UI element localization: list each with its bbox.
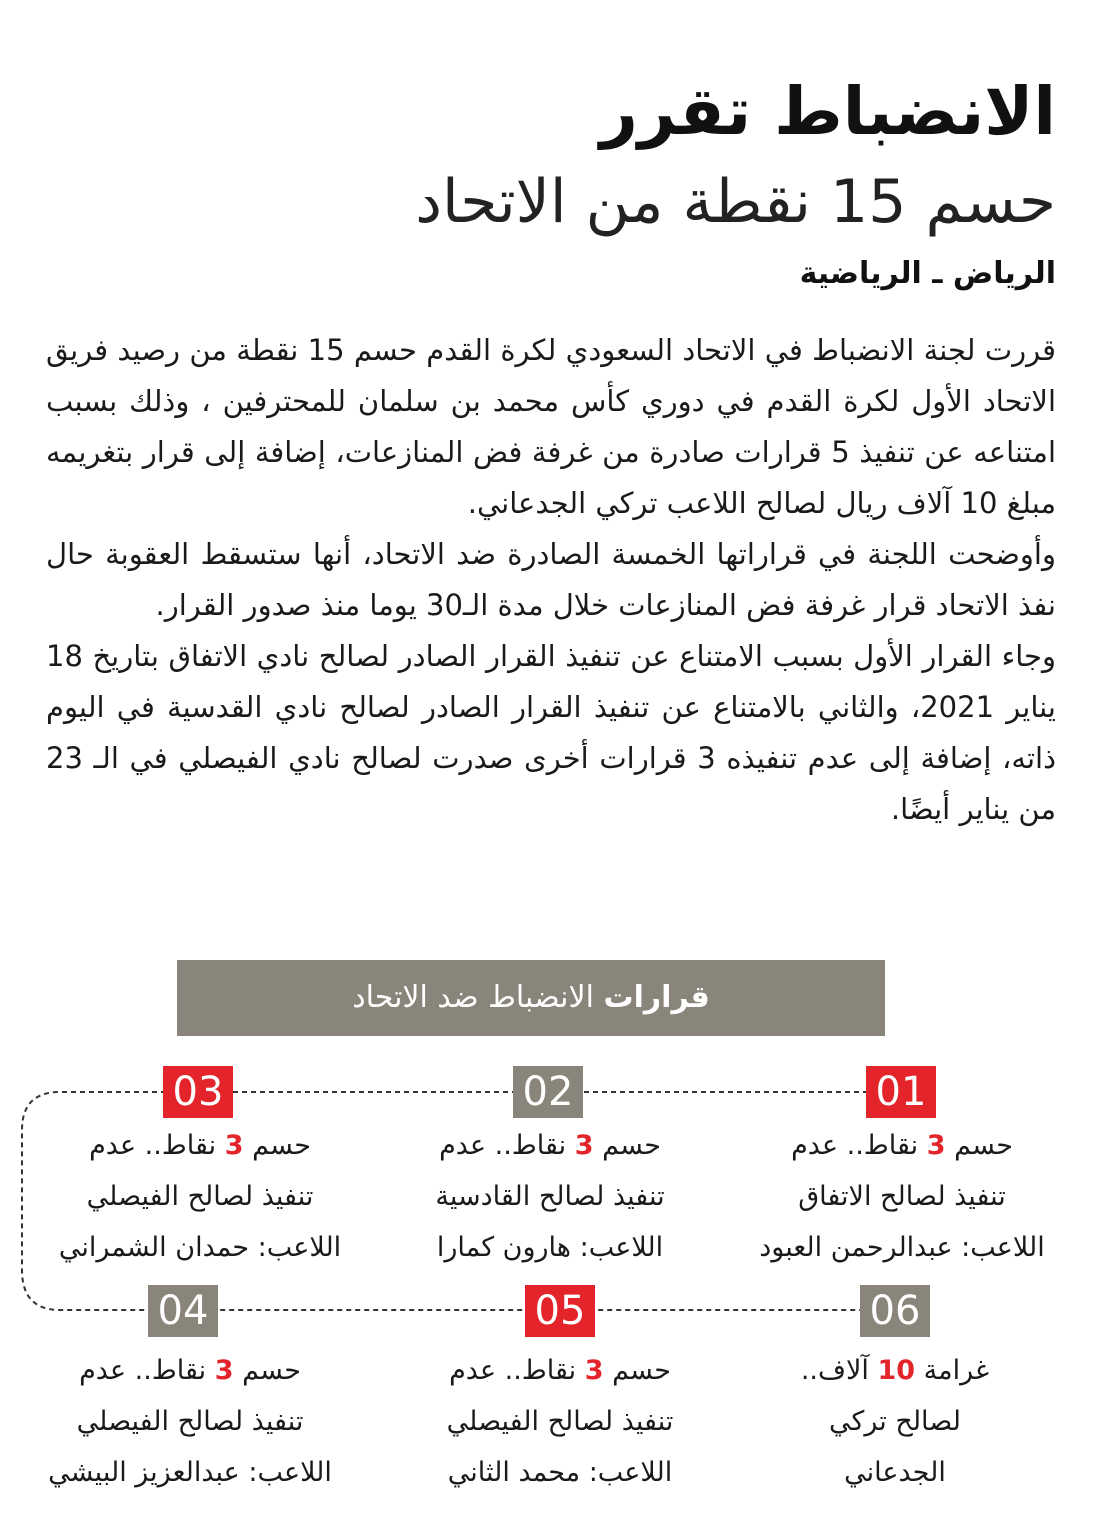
- infographic-banner: [177, 960, 885, 1036]
- article-body: [46, 325, 1056, 835]
- banner-text: الانضباط ضد الاتحاد: [352, 980, 594, 1015]
- decision-text: حسم: [242, 1355, 301, 1386]
- decision-card: [400, 1345, 720, 1498]
- decision-text: حسم: [612, 1355, 671, 1386]
- decision-highlight: 3: [574, 1130, 594, 1161]
- decision-card: [390, 1120, 710, 1273]
- decision-player: اللاعب: حمدان الشمراني: [58, 1232, 342, 1263]
- decision-text: نقاط.. عدم: [449, 1355, 577, 1386]
- paragraph: وجاء القرار الأول بسبب الامتناع عن تنفيذ القرار الصادر لصالح نادي الاتفاق بتاريخ 18 يناير 2021، والثاني بالامتناع عن تنفيذ القرار الصادر لصالح نادي القدسية في اليوم ذاته، إضافة إلى عدم تنفيذه 3 قرارات أخرى صدرت لصالح نادي الفيصلي في الـ 23 من يناير أيضًا.: [46, 639, 1056, 826]
- decision-number-badge: 03: [163, 1066, 233, 1118]
- decision-card: [742, 1120, 1062, 1273]
- decision-line: [390, 1120, 710, 1171]
- decision-line: تنفيذ لصالح الفيصلي: [86, 1181, 314, 1212]
- decision-line: [735, 1345, 1055, 1396]
- decision-player: اللاعب: هارون كمارا: [436, 1232, 664, 1263]
- decision-player: اللاعب: محمد الثاني: [447, 1457, 673, 1488]
- decision-highlight: 3: [214, 1355, 234, 1386]
- decision-number-badge: 04: [148, 1285, 218, 1337]
- decision-text: نقاط.. عدم: [439, 1130, 567, 1161]
- decision-line: [400, 1345, 720, 1396]
- byline: الرياض ـ الرياضية: [799, 256, 1056, 291]
- decision-number-badge: 06: [860, 1285, 930, 1337]
- decision-text: نقاط.. عدم: [89, 1130, 217, 1161]
- decision-text: غرامة: [923, 1355, 990, 1386]
- decision-number-badge: 05: [525, 1285, 595, 1337]
- decision-text: آلاف..: [800, 1355, 869, 1386]
- decision-card: [30, 1345, 350, 1498]
- decision-text: نقاط.. عدم: [791, 1130, 919, 1161]
- decision-line: [40, 1120, 360, 1171]
- decision-card: [735, 1345, 1055, 1498]
- decision-line: تنفيذ لصالح الاتفاق: [798, 1181, 1006, 1212]
- headline: الانضباط تقرر: [599, 73, 1056, 150]
- paragraph: قررت لجنة الانضباط في الاتحاد السعودي لكرة القدم حسم 15 نقطة من رصيد فريق الاتحاد الأول لكرة القدم في دوري كأس محمد بن سلمان للمحترفين ، وذلك بسبب امتناعه عن تنفيذ 5 قرارات صادرة من غرفة فض المنازعات، إضافة إلى قرار بتغريمه مبلغ 10 آلاف ريال لصالح اللاعب تركي الجدعاني.: [46, 333, 1056, 520]
- decision-line: تنفيذ لصالح الفيصلي: [446, 1406, 674, 1437]
- decision-line: لصالح تركي: [829, 1406, 961, 1437]
- decision-text: حسم: [252, 1130, 311, 1161]
- decision-card: [40, 1120, 360, 1273]
- decision-number-badge: 01: [866, 1066, 936, 1118]
- decision-highlight: 3: [926, 1130, 946, 1161]
- decision-text: حسم: [954, 1130, 1013, 1161]
- decision-player: اللاعب: عبدالرحمن العبود: [759, 1232, 1045, 1263]
- decision-line: [30, 1345, 350, 1396]
- decision-line: تنفيذ لصالح الفيصلي: [76, 1406, 304, 1437]
- decision-highlight: 10: [877, 1355, 916, 1386]
- banner-bold-text: قرارات: [603, 980, 710, 1015]
- decision-text: نقاط.. عدم: [79, 1355, 207, 1386]
- decision-highlight: 3: [584, 1355, 604, 1386]
- decision-number-badge: 02: [513, 1066, 583, 1118]
- decision-player: اللاعب: عبدالعزيز البيشي: [48, 1457, 332, 1488]
- decision-line: تنفيذ لصالح القادسية: [435, 1181, 665, 1212]
- paragraph: وأوضحت اللجنة في قراراتها الخمسة الصادرة ضد الاتحاد، أنها ستسقط العقوبة حال نفذ الاتحاد قرار غرفة فض المنازعات خلال مدة الـ30 يوما منذ صدور القرار.: [46, 537, 1056, 622]
- subheadline: حسم 15 نقطة من الاتحاد: [415, 167, 1056, 237]
- decision-text: حسم: [602, 1130, 661, 1161]
- decision-highlight: 3: [224, 1130, 244, 1161]
- decision-line: الجدعاني: [844, 1457, 946, 1488]
- decision-line: [742, 1120, 1062, 1171]
